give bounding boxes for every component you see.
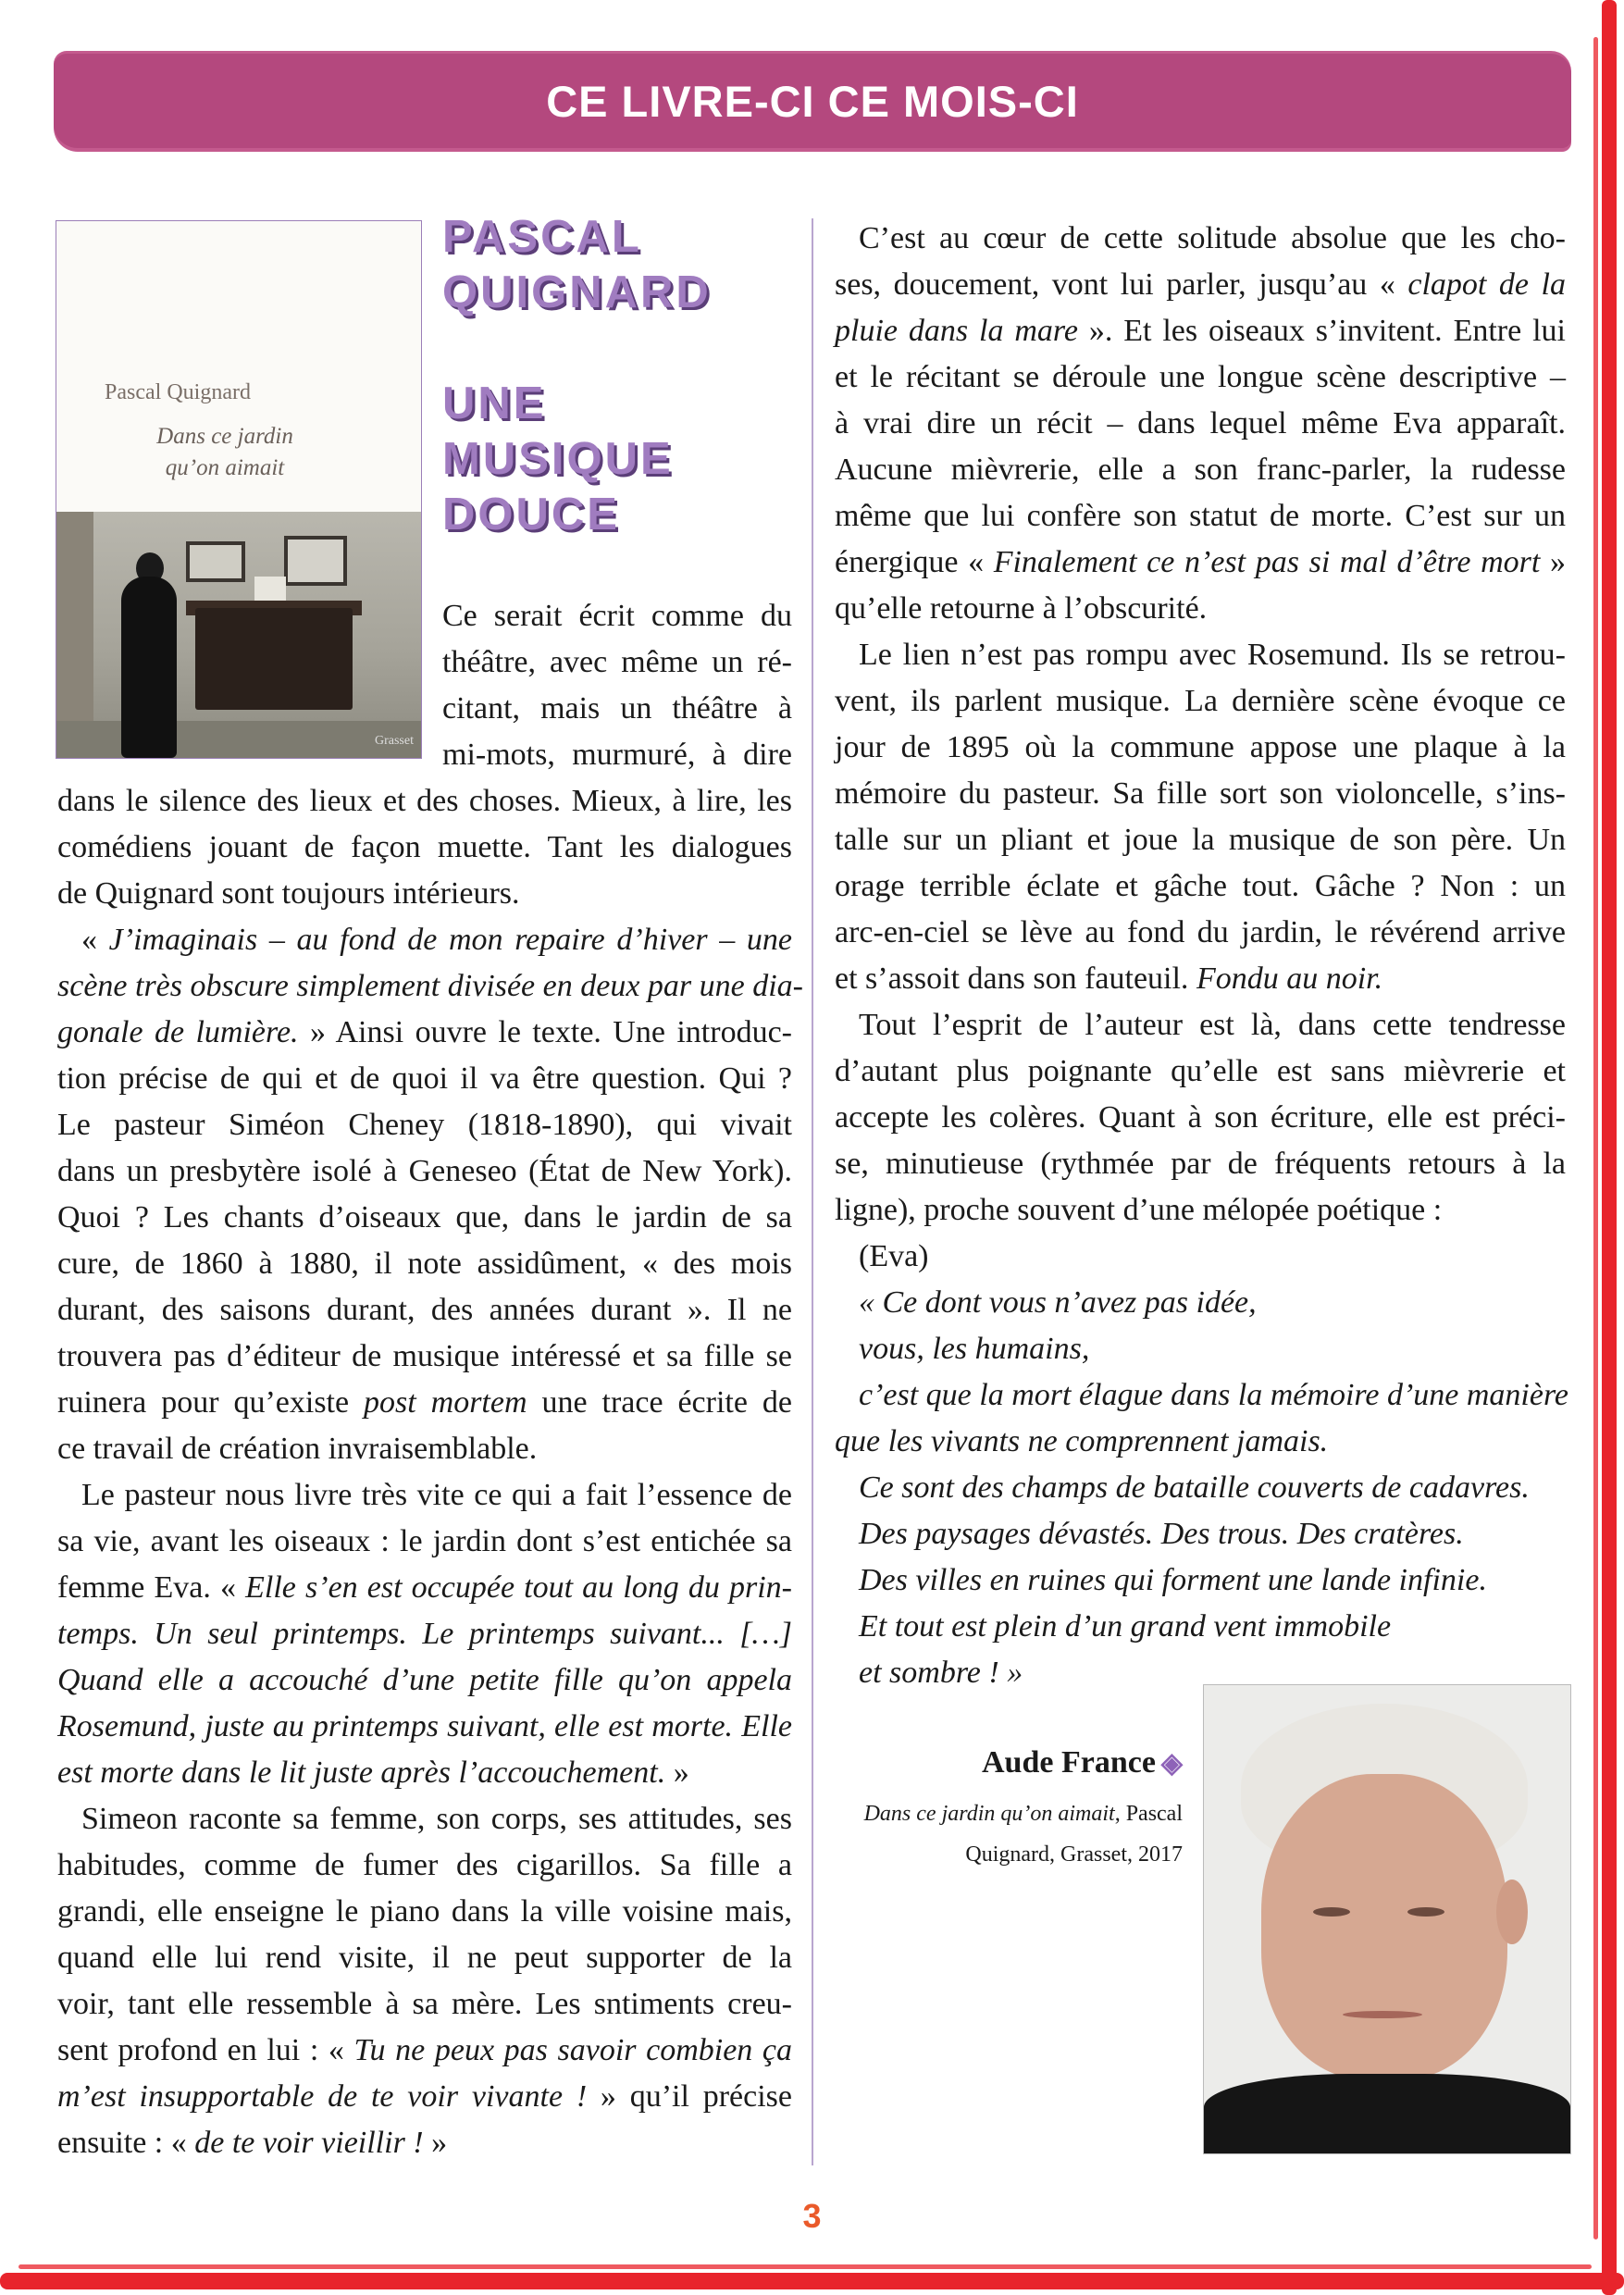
column-divider (812, 218, 813, 2165)
text-line: énergique « Finalement ce n’est pas si mal d’être mort » (835, 545, 1566, 579)
text-line: « J’imaginais – au fond de mon repaire d’hiver – une (81, 923, 793, 957)
text-line: orage terrible éclate et gâche tout. Gâche ? Non : un (835, 869, 1566, 903)
reference-publisher: Quignard, Grasset, 2017 (965, 1842, 1183, 1867)
banner-title: CE LIVRE-CI CE MOIS-CI (546, 77, 1079, 126)
text-line: ruinera pour qu’existe post mortem une trace écrite de (57, 1385, 792, 1420)
article-signature (835, 1740, 1183, 1787)
poem-line: Des paysages dévastés. Des trous. Des cratères. (859, 1517, 1464, 1551)
poem-line: que les vivants ne comprennent jamais. (835, 1424, 1329, 1458)
text-line: à vrai dire un récit – dans lequel même Eva apparaît. (835, 406, 1566, 440)
cover-painting-image (56, 512, 421, 758)
page-frame-bottom-inner (19, 2264, 1592, 2269)
heading-line: MUSIQUE (442, 434, 674, 484)
heading-line: UNE (442, 378, 547, 428)
text-line: sent profond en lui : « Tu ne peux pas savoir combien ça (57, 2033, 792, 2067)
text-line: citant, mais un théâtre à (442, 691, 792, 726)
text-line: durant, des saisons durant, des années durant ». Il ne (57, 1293, 792, 1327)
poem-line: (Eva) (859, 1239, 929, 1273)
poem-line: Ce sont des champs de bataille couverts de cadavres. (859, 1470, 1530, 1505)
text-line: jour de 1895 où la commune appose une plaque à la (835, 730, 1566, 764)
cover-publisher: Grasset (375, 734, 414, 748)
text-line: Tout l’esprit de l’auteur est là, dans cette tendresse (859, 1008, 1566, 1042)
author-portrait-photo (1203, 1684, 1571, 2154)
text-line: ensuite : « de te voir vieillir ! » (57, 2126, 448, 2160)
cover-title-line: Dans ce jardin (156, 424, 293, 449)
text-line: Le pasteur nous livre très vite ce qui a fait l’essence de (81, 1478, 792, 1512)
text-line: dans un presbytère isolé à Geneseo (État de New York). (57, 1154, 792, 1188)
poem-line: « Ce dont vous n’avez pas idée, (859, 1285, 1257, 1320)
heading-line: DOUCE (442, 490, 620, 540)
text-line: talle sur un pliant et joue la musique de son père. Un (835, 823, 1566, 857)
heading-line: QUIGNARD (442, 267, 712, 317)
cover-title-line: qu’on aimait (165, 455, 285, 480)
text-line: scène très obscure simplement divisée en deux par une dia- (57, 969, 804, 1003)
reference-author: , Pascal (1114, 1802, 1183, 1826)
poem-line: Des villes en ruines qui forment une lande infinie. (859, 1563, 1487, 1597)
page-frame-right (1602, 0, 1617, 2295)
text-line: C’est au cœur de cette solitude absolue que les cho- (859, 221, 1566, 255)
text-line: Le pasteur Siméon Cheney (1818-1890), qui vivait (57, 1108, 792, 1142)
article-author-heading (442, 209, 812, 320)
left-column-text (57, 778, 804, 2166)
text-line: tion précise de qui et de quoi il va être question. Qui ? (57, 1061, 792, 1096)
text-line: Simeon raconte sa femme, son corps, ses attitudes, ses (81, 1802, 792, 1836)
poem-line: c’est que la mort élague dans la mémoire d’une manière (859, 1378, 1569, 1412)
article-title-heading (442, 376, 812, 542)
text-line: quand elle lui rend visite, il ne peut supporter de la (57, 1941, 792, 1975)
text-line: mémoire du pasteur. Sa fille sort son violoncelle, s’ins- (835, 776, 1566, 811)
book-cover (56, 220, 422, 759)
text-line: Ce serait écrit comme du (442, 599, 792, 633)
text-line: arc-en-ciel se lève au fond du jardin, le révérend arrive (835, 915, 1566, 949)
text-line: qu’elle retourne à l’obscurité. (835, 591, 1208, 626)
text-line: gonale de lumière. » Ainsi ouvre le texte. Une introduc- (57, 1015, 792, 1049)
text-line: cure, de 1860 à 1880, il note assidûment, « des mois (57, 1247, 792, 1281)
text-line: m’est insupportable de te voir vivante ! » qu’il précise (57, 2079, 792, 2114)
reference-book-title: Dans ce jardin qu’on aimait (863, 1802, 1115, 1826)
text-line: Aucune mièvrerie, elle a son franc-parler, la rudesse (835, 453, 1566, 487)
page-frame-right-inner (1593, 37, 1598, 2239)
text-line: et le récitant se déroule une longue scène descriptive – (835, 360, 1566, 394)
text-line: ses, doucement, vont lui parler, jusqu’au « clapot de la (835, 267, 1567, 302)
text-line: mi-mots, murmuré, à dire (442, 738, 792, 772)
diamond-icon: ◈ (1160, 1748, 1183, 1779)
right-column-text (835, 216, 1569, 1696)
heading-line: PASCAL (442, 212, 642, 262)
cover-author: Pascal Quignard (105, 380, 251, 404)
text-line: Le lien n’est pas rompu avec Rosemund. Ils se retrou- (859, 638, 1566, 672)
signature-name: Aude France (982, 1745, 1156, 1780)
page-frame-bottom (0, 2273, 1624, 2289)
text-line: d’autant plus poignante qu’elle est sans mièvrerie et (835, 1054, 1566, 1088)
left-column-intro (442, 593, 792, 778)
text-line: sa vie, avant les oiseaux : le jardin dont s’est entichée sa (57, 1524, 792, 1558)
text-line: pluie dans la mare ». Et les oiseaux s’invitent. Entre lui (835, 314, 1566, 348)
text-line: trouvera pas d’éditeur de musique intéressé et sa fille se (57, 1339, 792, 1373)
text-line: Quand elle a accouché d’une petite fille qu’on appela (57, 1663, 792, 1697)
text-line: voir, tant elle ressemble à sa mère. Les sntiments creu- (57, 1987, 792, 2021)
text-line: vent, ils parlent musique. La dernière scène évoque ce (835, 684, 1566, 718)
text-line: temps. Un seul printemps. Le printemps suivant... […] (57, 1617, 792, 1651)
page-number: 3 (802, 2197, 822, 2235)
poem-line: et sombre ! » (859, 1656, 1023, 1690)
text-line: femme Eva. « Elle s’en est occupée tout au long du prin- (57, 1570, 792, 1605)
text-line: Quoi ? Les chants d’oiseaux que, dans le jardin de sa (57, 1200, 792, 1234)
text-line: est morte dans le lit juste après l’accouchement. » (57, 1755, 689, 1790)
text-line: accepte les colères. Quant à son écriture, elle est préci- (835, 1100, 1566, 1135)
text-line: même que lui confère son statut de morte. C’est sur un (835, 499, 1566, 533)
text-line: ligne), proche souvent d’une mélopée poétique : (835, 1193, 1443, 1227)
header-banner (54, 54, 1571, 148)
book-reference (835, 1793, 1183, 1875)
text-line: grandi, elle enseigne le piano dans la ville voisine mais, (57, 1894, 792, 1929)
text-line: dans le silence des lieux et des choses. Mieux, à lire, les (57, 784, 792, 818)
text-line: comédiens jouant de façon muette. Tant les dialogues (57, 830, 792, 864)
text-line: de Quignard sont toujours intérieurs. (57, 876, 520, 911)
text-line: théâtre, avec même un ré- (442, 645, 792, 679)
text-line: se, minutieuse (rythmée par de fréquents retours à la (835, 1147, 1566, 1181)
cover-title (56, 421, 421, 484)
text-line: Rosemund, juste au printemps suivant, elle est morte. Elle (57, 1709, 792, 1743)
poem-line: vous, les humains, (859, 1332, 1090, 1366)
text-line: ce travail de création invraisemblable. (57, 1432, 538, 1466)
text-line: habitudes, comme de fumer des cigarillos. Sa fille a (57, 1848, 792, 1882)
poem-line: Et tout est plein d’un grand vent immobile (859, 1609, 1392, 1644)
text-line: et s’assoit dans son fauteuil. Fondu au noir. (835, 961, 1383, 996)
